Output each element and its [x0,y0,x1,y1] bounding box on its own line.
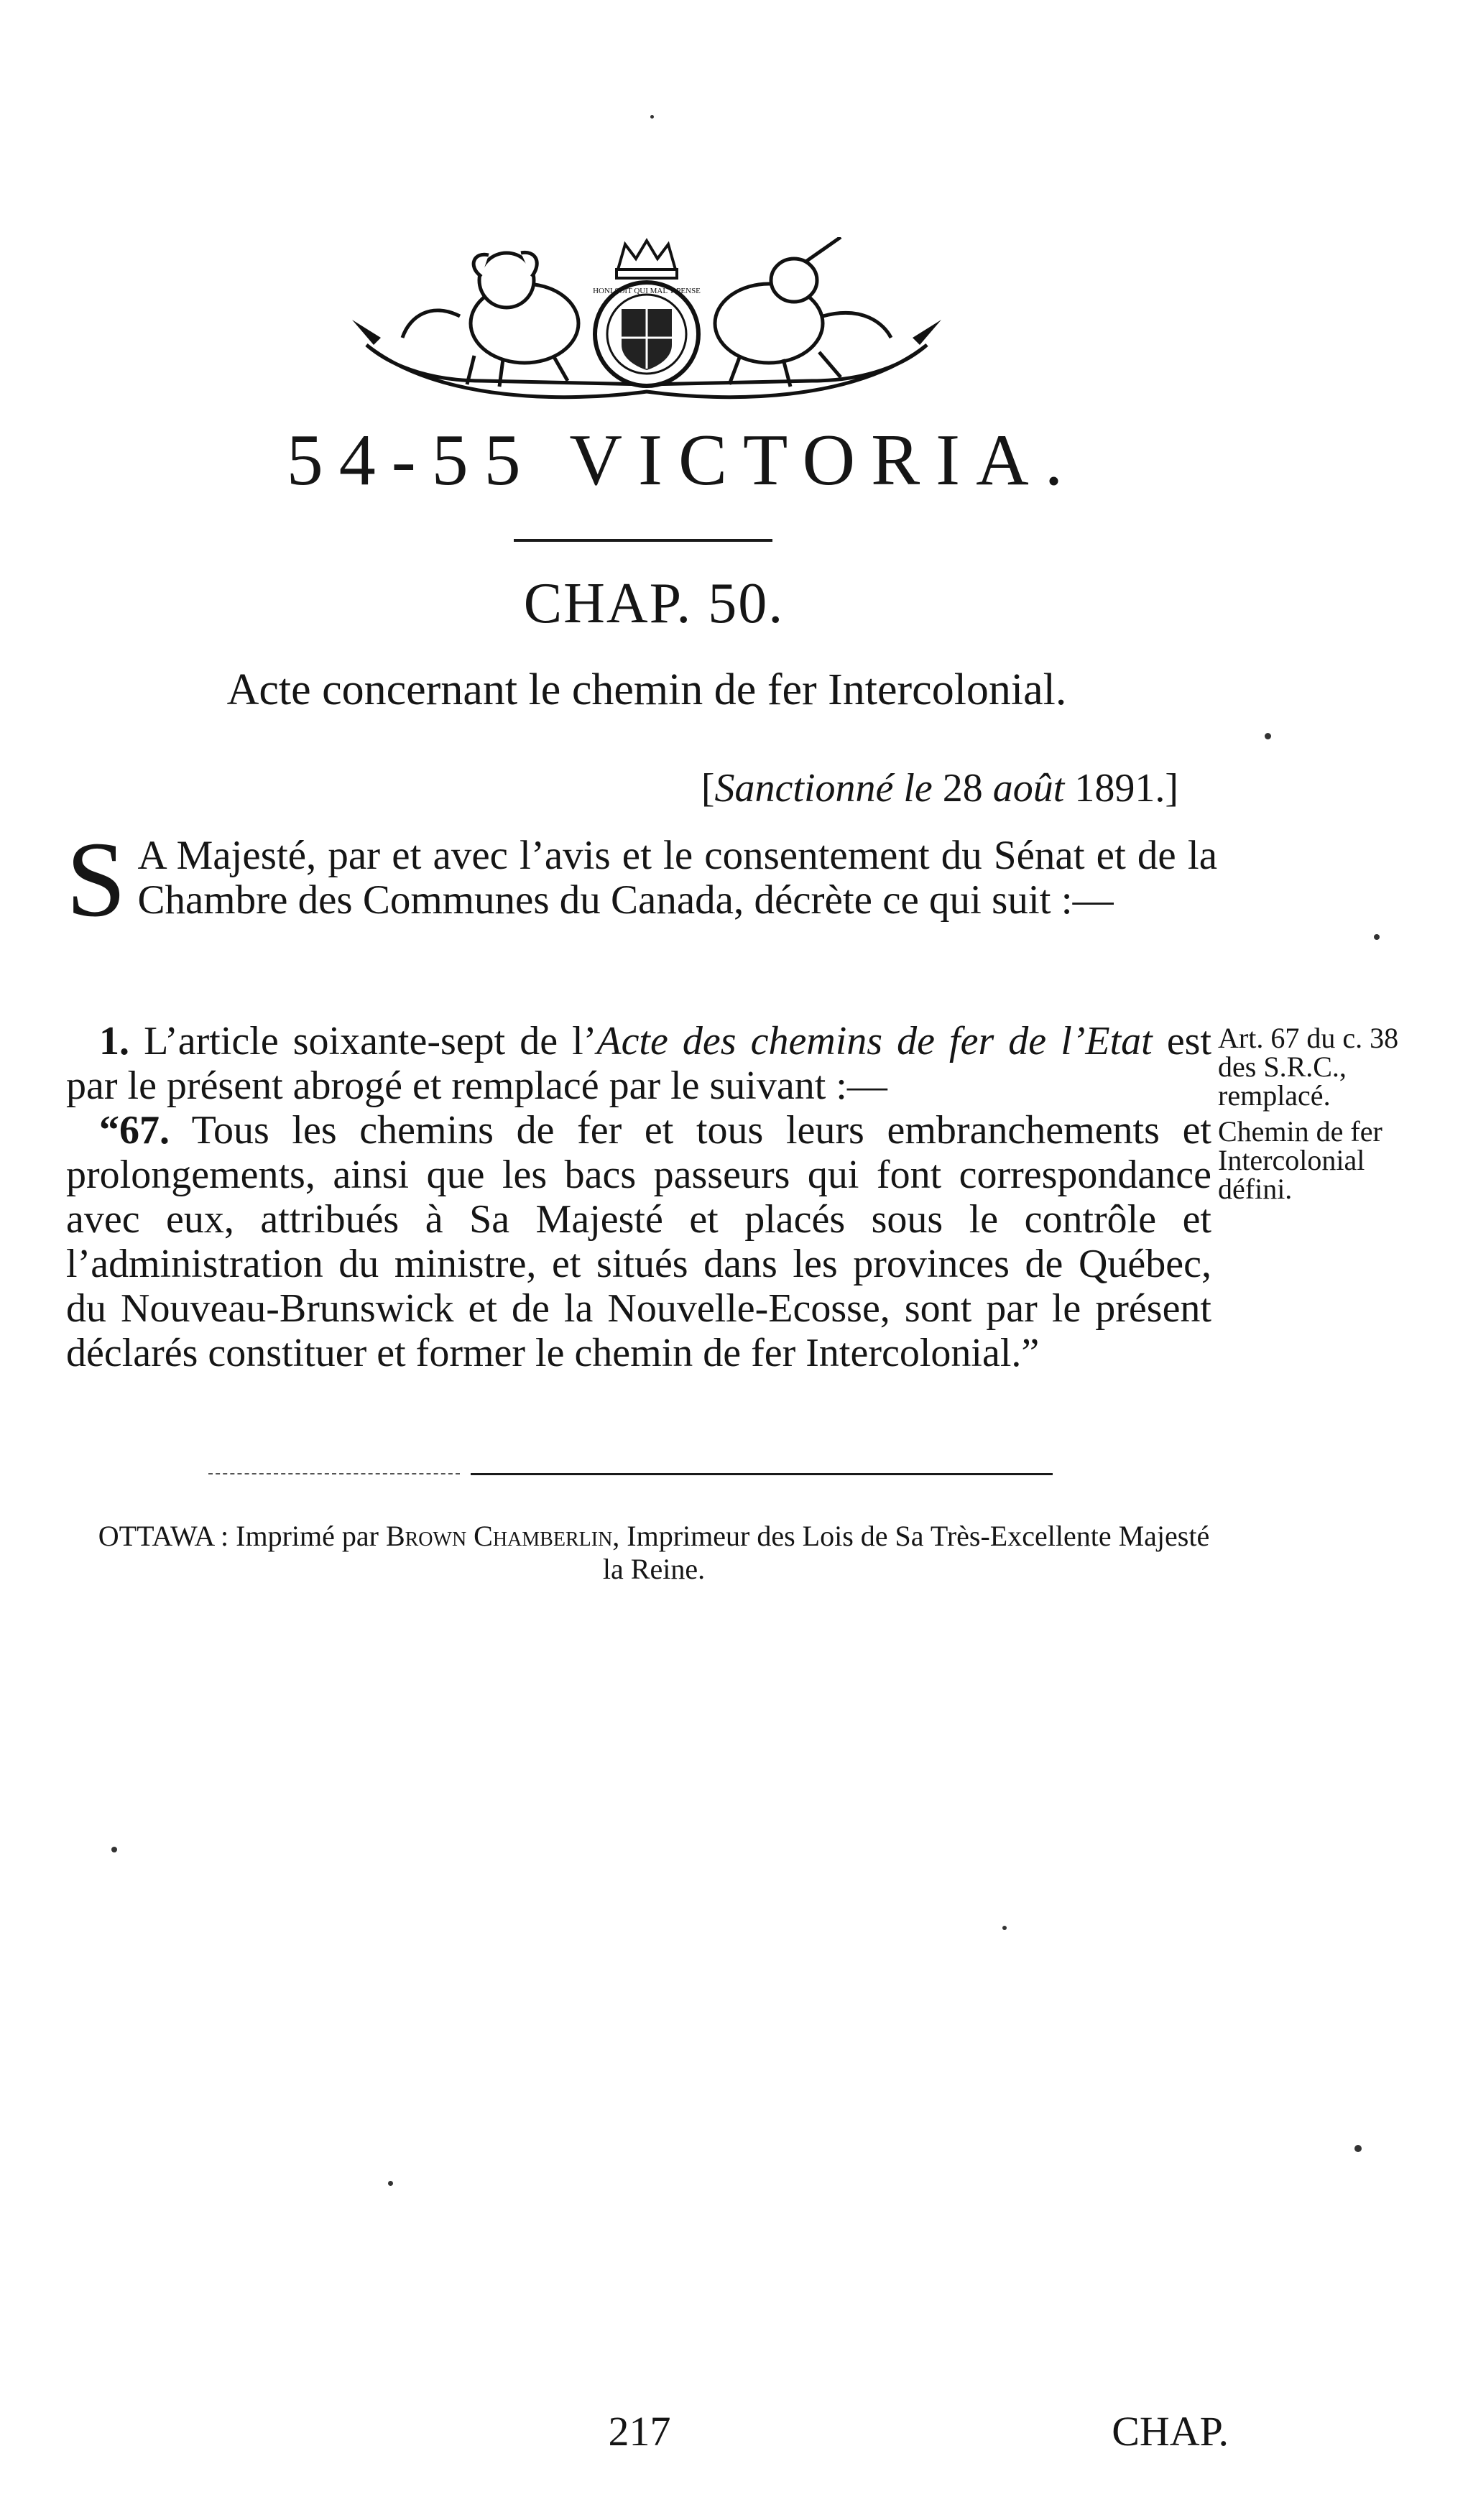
preamble [66,820,1217,939]
margin-note-2: Chemin de fer Intercolonial défini. [1218,1115,1382,1205]
divider-rule [514,539,772,542]
closing-rule [471,1473,1053,1475]
section-67-text: Tous les chemins de fer et tous leurs embranchements et prolongements, ainsi que les bacs passeurs qui font correspondance avec eux, attribués à Sa Majesté et placés sous le contrôle et l’administration du ministre, et situés dans les provinces de Québec, du Nouveau-Brunswick et de la Nouvelle-Ecosse, sont par le présent déclarés constituer et former le chemin de fer Intercolonial.” [66,1108,1211,1375]
section-1-rest: est par le présent abrogé et remplacé par le suivant :— [66,1019,1212,1108]
drop-cap: S [66,820,126,939]
preamble-text: A Majesté, par et avec l’avis et le consentement du Sénat et de la Chambre des Communes du Canada, décrète ce qui suit :— [137,833,1217,923]
section-1-act-name: Acte des chemins de fer de l’Etat [596,1019,1153,1063]
section-67 [66,1108,1211,1375]
section-1-number: 1. [99,1019,129,1063]
catchword: CHAP. [1112,2408,1229,2455]
section-1 [66,1019,1211,1108]
imprint-printer: Brown Chamberlin, [385,1520,620,1552]
imprint-prefix: OTTAWA : Imprimé par [98,1520,379,1552]
assent-day: 28 [942,766,983,811]
assent-italic-2: août [992,766,1065,811]
section-67-number: “67. [99,1108,170,1153]
printer-imprint [86,1520,1222,1586]
royal-coat-of-arms [352,237,941,410]
regnal-year-heading: 54-55 VICTORIA. [286,420,1079,501]
scan-speck [1374,934,1380,940]
scan-speck [111,1847,117,1852]
scan-speck [388,2181,393,2186]
chapter-heading: CHAP. 50. [523,572,785,635]
scan-speck [1354,2145,1362,2152]
crest-motto: HONI SOIT QUI MAL Y PENSE [593,287,701,295]
scan-speck [1002,1926,1007,1930]
assent-italic-1: Sanctionné le [714,766,933,811]
assent-date: [Sanctionné le 28 août 1891.] [701,766,1178,811]
assent-year: 1891. [1074,766,1165,811]
closing-dashed-rule [208,1473,460,1474]
imprint-suffix: Imprimeur des Lois de Sa Très-Excellente Majesté la Reine. [602,1520,1210,1585]
section-1-lead: L’article soixante-sept de l’ [144,1019,597,1063]
scan-speck [650,115,654,119]
scan-speck [1265,733,1271,739]
page-number: 217 [608,2408,671,2455]
margin-note-1: Art. 67 du c. 38 des S.R.C., remplacé. [1218,1022,1399,1112]
act-title: Acte concernant le chemin de fer Intercolonial. [226,665,1067,714]
